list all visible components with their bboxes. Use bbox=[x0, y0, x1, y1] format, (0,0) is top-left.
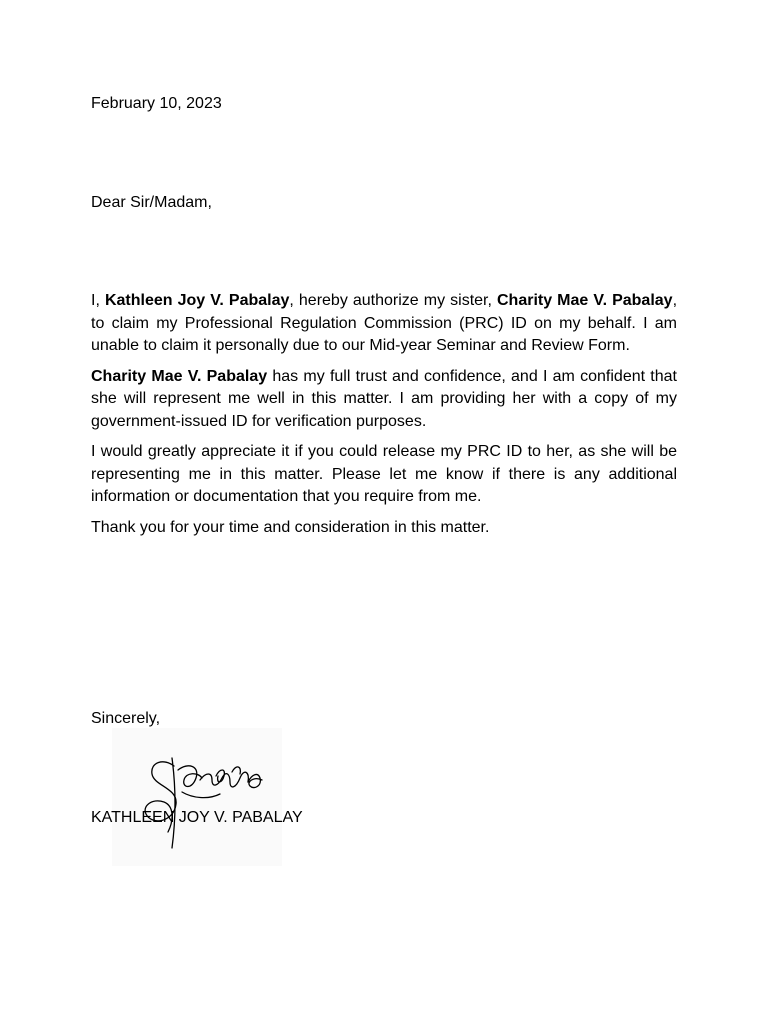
paragraph-thanks: Thank you for your time and consideration in this matter. bbox=[91, 518, 490, 536]
signer-name: KATHLEEN JOY V. PABALAY bbox=[91, 809, 303, 826]
principal-name: Kathleen Joy V. Pabalay bbox=[104, 292, 290, 309]
text-segment: has my full trust and confidence, and I am confident that she will represent me well in this matter. I am providing her with a copy of my government-issued ID for verification purposes. bbox=[91, 367, 677, 430]
representative-name: Charity Mae V. Pabalay bbox=[91, 367, 268, 385]
paragraph-request: I would greatly appreciate it if you could release my PRC ID to her, as she will be representing me in this matter. Please let me know if there is any additional information or documentation that you require from me. bbox=[91, 443, 677, 505]
text-segment: I, bbox=[91, 292, 105, 309]
paragraph-authorization bbox=[91, 290, 677, 358]
text-segment: , hereby authorize my sister, bbox=[289, 292, 497, 309]
letter-date: February 10, 2023 bbox=[91, 95, 222, 112]
closing: Sincerely, bbox=[91, 710, 161, 727]
representative-name: Charity Mae V. Pabalay bbox=[497, 292, 673, 309]
salutation: Dear Sir/Madam, bbox=[91, 194, 212, 211]
signature-icon bbox=[112, 728, 282, 866]
text-segment: , to claim my Professional Regulation Commission (PRC) ID on my behalf. I am unable to claim it personally due to our Mid-year Seminar and Review Form. bbox=[91, 292, 678, 354]
paragraph-trust bbox=[91, 366, 677, 434]
letter-body bbox=[91, 290, 677, 547]
